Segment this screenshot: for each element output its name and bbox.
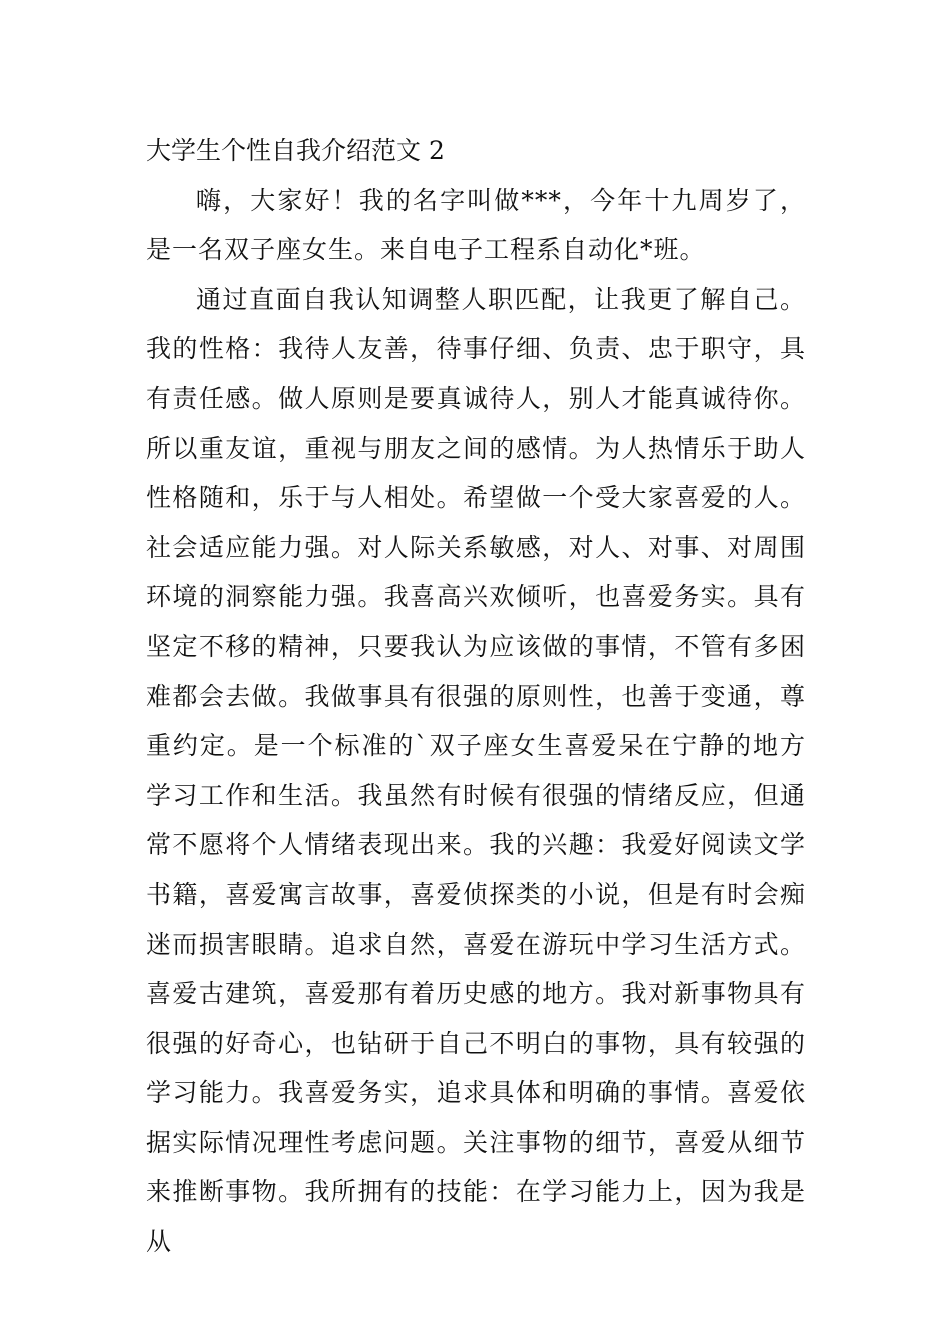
paragraph-self-description: 通过直面自我认知调整人职匹配，让我更了解自己。我的性格：我待人友善，待事仔细、负责、忠于职守，具有责任感。做人原则是要真诚待人，别人才能真诚待你。所以重友谊，重视与朋友之间的感情。为人热情乐于助人性格随和，乐于与人相处。希望做一个受大家喜爱的人。社会适应能力强。对人际关系敏感，对人、对事、对周围环境的洞察能力强。我喜高兴欢倾听，也喜爱务实。具有坚定不移的精神，只要我认为应该做的事情，不管有多困难都会去做。我做事具有很强的原则性，也善于变通，尊重约定。是一个标准的`双子座女生喜爱呆在宁静的地方学习工作和生活。我虽然有时候有很强的情绪反应，但通常不愿将个人情绪表现出来。我的兴趣：我爱好阅读文学书籍，喜爱寓言故事，喜爱侦探类的小说，但是有时会痴迷而损害眼睛。追求自然，喜爱在游玩中学习生活方式。喜爱古建筑，喜爱那有着历史感的地方。我对新事物具有很强的好奇心，也钻研于自己不明白的事物，具有较强的学习能力。我喜爱务实，追求具体和明确的事情。喜爱依据实际情况理性考虑问题。关注事物的细节，喜爱从细节来推断事物。我所拥有的技能：在学习能力上，因为我是从 — [146, 284, 806, 1257]
document-body — [146, 126, 806, 1267]
document-title: 大学生个性自我介绍范文 2 — [146, 136, 445, 165]
paragraph-intro: 嗨，大家好！我的名字叫做***，今年十九周岁了，是一名双子座女生。来自电子工程系自动化*班。 — [146, 185, 806, 265]
